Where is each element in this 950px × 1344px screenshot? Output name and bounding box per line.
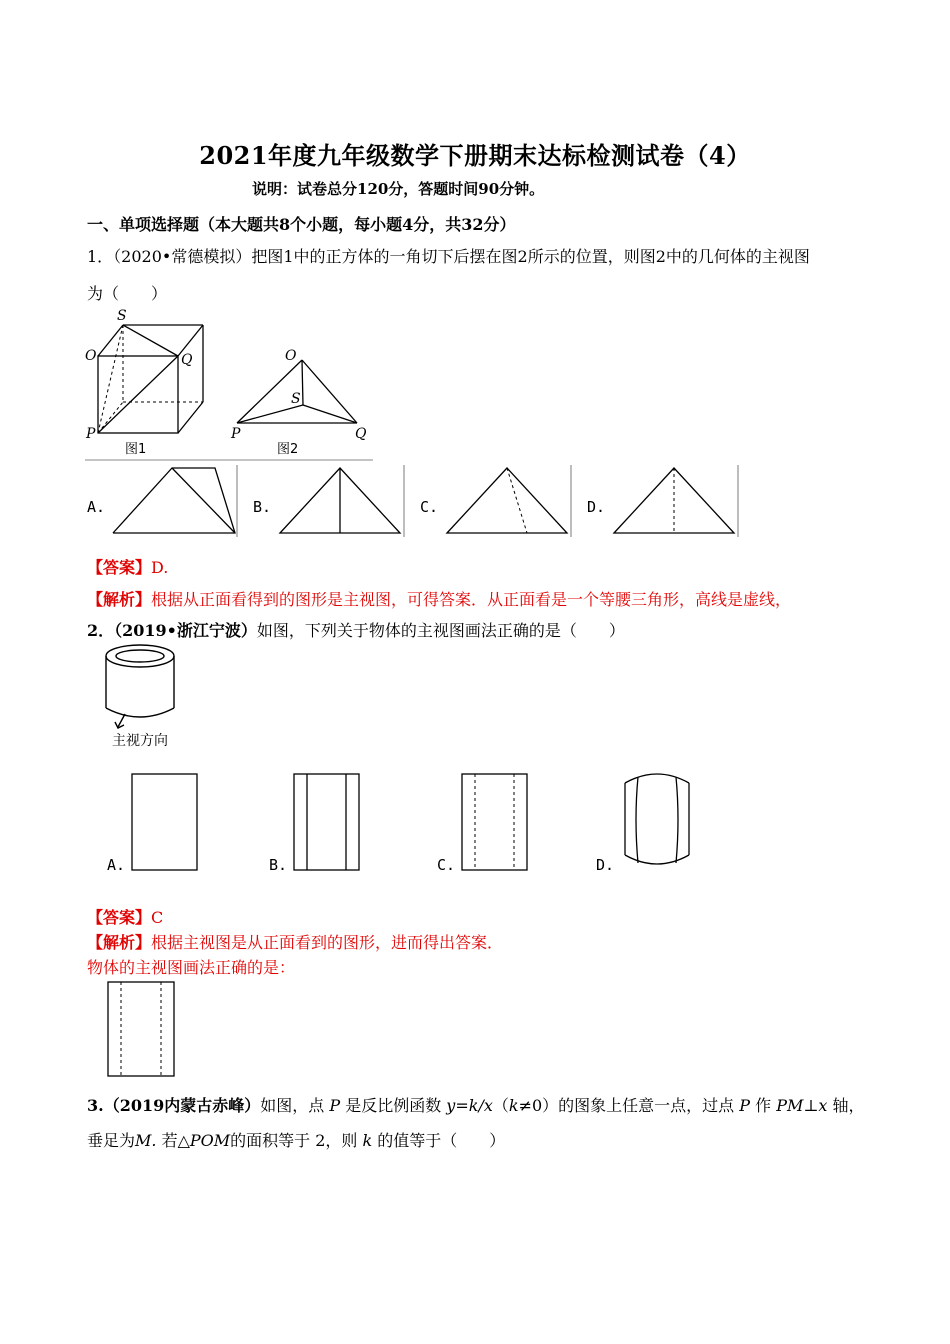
q3-var: POM (189, 1131, 231, 1150)
q1-figure-cube (85, 305, 375, 465)
q1-option-c-label: C. (420, 498, 439, 516)
q1-option-a-label: A. (87, 498, 106, 516)
q1-stem-line1: 1．（2020•常德模拟）把图1中的正方体的一角切下后摆在图2所示的位置，则图2中的几何体的主视图 (87, 247, 810, 266)
vertex-label-s-2: S (291, 391, 301, 407)
q2-figure-cylinder (100, 642, 210, 752)
option-d-figure (625, 774, 689, 864)
q3-var: y=k/x (446, 1096, 493, 1115)
fig1-caption: 图1 (125, 442, 147, 457)
page-title: 2021年度九年级数学下册期末达标检测试卷（4） (199, 141, 751, 170)
q3-number: 3. (87, 1096, 104, 1115)
vertex-label-o-2: O (285, 348, 297, 364)
vertex-label-s: S (117, 308, 127, 324)
q1-answer (87, 555, 168, 578)
vertex-label-o: O (85, 348, 97, 364)
q1-stem-line2: 为（ ） (87, 284, 168, 303)
q3-var: PM (776, 1096, 804, 1115)
q2-option-a-label: A. (107, 856, 126, 874)
exam-note: 说明：试卷总分120分，答题时间90分钟。 (252, 180, 545, 198)
q2-analysis (87, 930, 503, 953)
q2-option-c-label: C. (437, 856, 456, 874)
q1-option-d-label: D. (587, 498, 606, 516)
q1-answer-value: D. (151, 558, 169, 577)
q1-analysis (87, 587, 791, 610)
q3-text: 的面积等于 2，则 (230, 1131, 363, 1150)
option-a-rect (132, 774, 197, 870)
q3-text: 是反比例函数 (340, 1096, 447, 1115)
q3-stem-line2 (87, 1128, 505, 1151)
q3-text: 如图，点 (260, 1096, 330, 1115)
q3-var: x (818, 1096, 828, 1115)
q3-text: 若△ (156, 1131, 190, 1150)
q1-answer-tag: 【答案】 (87, 558, 152, 577)
q3-text: ≠0）的图象上任意一点，过点 (518, 1096, 740, 1115)
option-c-rect (462, 774, 527, 870)
q3-text: ⊥ (803, 1096, 819, 1115)
q2-answer-tag: 【答案】 (87, 908, 152, 927)
q1-analysis-text: 根据从正面看得到的图形是主视图，可得答案．从正面看是一个等腰三角形，高线是虚线， (151, 590, 792, 609)
q3-text: 作 (750, 1096, 777, 1115)
q2-analysis-line2: 物体的主视图画法正确的是： (87, 958, 296, 977)
q3-var: M. (135, 1131, 157, 1150)
q1-options-figures (100, 465, 750, 540)
q3-text: 轴， (827, 1096, 865, 1115)
q3-var: k (508, 1096, 519, 1115)
option-a-figure (113, 468, 235, 533)
vertex-label-q-2: Q (355, 426, 367, 442)
q2-source: （2019•浙江宁波） (114, 621, 257, 640)
q2-option-d-label: D. (596, 856, 615, 874)
vertex-label-q: Q (181, 352, 193, 368)
vertex-label-p: P (86, 426, 96, 442)
q1-option-b-label: B. (253, 498, 272, 516)
vertex-label-p-2: P (231, 426, 241, 442)
q3-stem-line1 (87, 1093, 865, 1116)
q2-stem-text: 如图，下列关于物体的主视图画法正确的是（ ） (256, 621, 625, 640)
q2-number: 2． (87, 621, 115, 640)
view-direction-label: 主视方向 (112, 733, 168, 749)
q3-source: （2019内蒙古赤峰） (103, 1096, 261, 1115)
q2-answer (87, 905, 163, 928)
q3-text: 的值等于（ ） (372, 1131, 506, 1150)
q3-var: P (329, 1096, 341, 1115)
option-b-rect (294, 774, 359, 870)
q3-text: （ (492, 1096, 509, 1115)
q2-analysis-text: 根据主视图是从正面看到的图形，进而得出答案． (151, 933, 504, 952)
fig2-caption: 图2 (277, 442, 299, 457)
q2-analysis-tag: 【解析】 (87, 933, 152, 952)
section-heading: 一、单项选择题（本大题共8个小题，每小题4分，共32分） (87, 215, 516, 234)
q3-var: P (739, 1096, 751, 1115)
option-c-figure (447, 468, 567, 533)
q2-answer-figure (100, 980, 190, 1080)
q2-stem (87, 618, 625, 641)
q1-analysis-tag: 【解析】 (87, 590, 152, 609)
q3-var: k (362, 1131, 373, 1150)
q2-option-b-label: B. (269, 856, 288, 874)
q2-answer-value: C (151, 908, 164, 927)
q3-text: 垂足为 (87, 1131, 136, 1150)
